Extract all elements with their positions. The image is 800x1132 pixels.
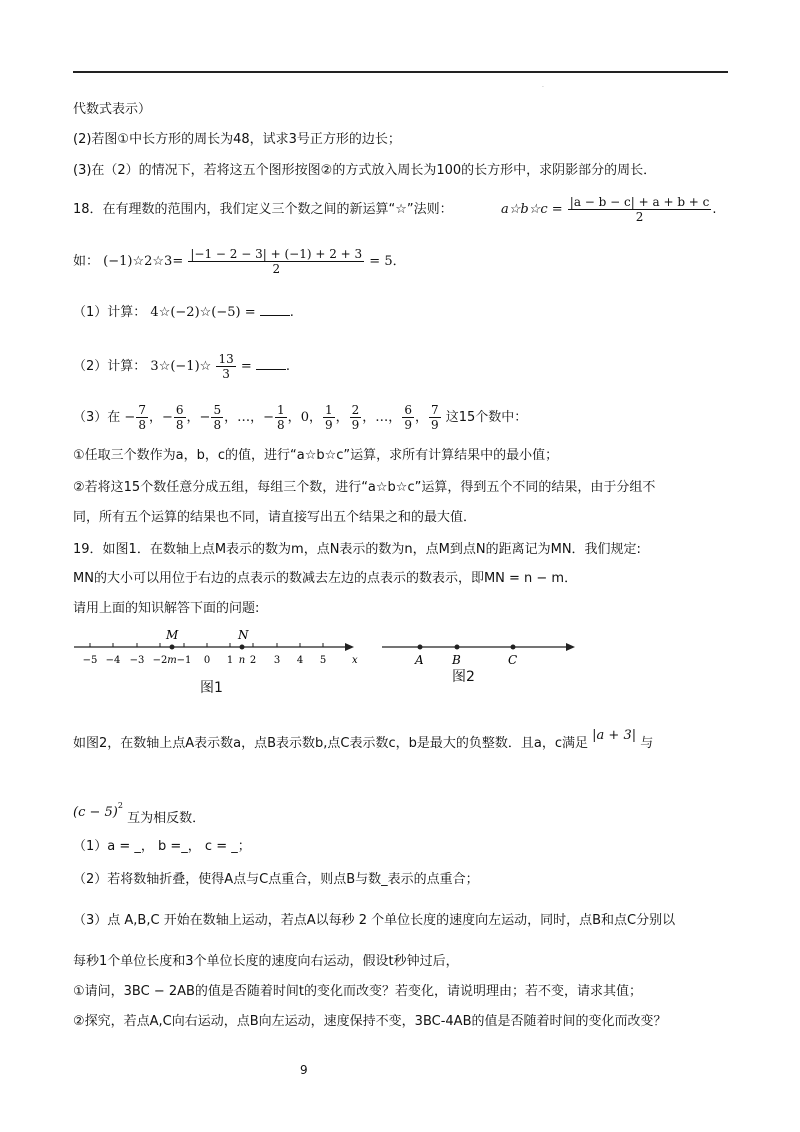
header-dot: · xyxy=(542,84,544,91)
tick-label: 1 xyxy=(226,655,234,666)
separator: ， xyxy=(148,410,162,425)
tick-label: 0 xyxy=(203,655,211,666)
q18-formula-denominator: 2 xyxy=(635,210,644,224)
fraction xyxy=(402,403,414,432)
q18-example-prefix: 如： xyxy=(73,254,100,269)
q18-part2-expr: 3☆(−1)☆ xyxy=(150,359,212,374)
numerator: 6 xyxy=(175,403,184,417)
q18-number-item xyxy=(401,403,415,432)
q18-formula-lhs: a☆b☆c = xyxy=(500,202,563,217)
q18-part3-suffix: 这15个数中： xyxy=(445,410,528,425)
q19-square-exponent: 2 xyxy=(117,801,123,810)
sign: − xyxy=(161,410,173,425)
separator: ， xyxy=(335,410,349,425)
axis-arrow xyxy=(566,643,575,651)
answer-blank xyxy=(260,303,290,316)
q18-example xyxy=(73,247,406,276)
text-line: 代数式表示） xyxy=(73,102,152,117)
answer-blank xyxy=(256,357,286,370)
q18-part1: （1）计算： 4☆(−2)☆(−5) = . xyxy=(73,305,294,320)
q19-fig2-desc xyxy=(73,728,654,753)
text-line: ②探究，若点A,C向右运动，点B向左运动，速度保持不变，3BC-4AB的值是否随着时间的变化而改变？ xyxy=(73,1014,667,1029)
tick-label: 4 xyxy=(296,655,304,666)
q19-and: 与 xyxy=(640,736,654,751)
text-line: 请用上面的知识解答下面的问题: xyxy=(73,601,260,616)
q18-part2-label: （2）计算： xyxy=(73,359,147,374)
denominator: 8 xyxy=(277,418,285,432)
text-line: （2）若将数轴折叠，使得A点与C点重合，则点B与数_表示的点重合； xyxy=(73,872,479,887)
tick-label: −5 xyxy=(82,655,98,666)
denominator: 9 xyxy=(430,418,439,432)
point-b-label: B xyxy=(452,653,461,667)
q19-fig2-text: 如图2，在数轴上点A表示数a，点B表示数b,点C表示数c，b是最大的负整数．且a，c满足 xyxy=(73,736,589,751)
tick-label: 2 xyxy=(249,655,257,666)
figure-2-caption: 图2 xyxy=(452,669,475,685)
header-rule xyxy=(73,71,728,73)
text-line: (3)在（2）的情况下，若将这五个图形按图②的方式放入周长为100的长方形中，求阴影部分的周长． xyxy=(73,163,657,178)
fraction xyxy=(136,403,148,432)
separator: ， xyxy=(414,410,428,425)
tick-label: 5 xyxy=(319,655,327,666)
fraction xyxy=(429,403,441,432)
q18-number-item: … xyxy=(375,410,389,425)
point-n-dot xyxy=(240,645,245,650)
point-c-dot xyxy=(511,645,516,650)
tick-label: −1 xyxy=(176,655,192,666)
q18-example-fraction xyxy=(188,247,364,276)
text-line: ①请问，3BC − 2AB的值是否随着时间t的变化而改变？若变化，请说明理由；若不变，请求其值； xyxy=(73,984,643,999)
q18-part2-equals: = xyxy=(240,359,252,374)
q18-example-rhs: = 5． xyxy=(369,254,406,269)
text-line: 同，所有五个运算的结果也不同，请直接写出五个结果之和的最大值． xyxy=(73,510,477,525)
q18-example-denominator: 2 xyxy=(272,262,281,276)
separator: ， xyxy=(250,410,264,425)
tick-label: −4 xyxy=(105,655,121,666)
q18-part3-prefix: （3）在 xyxy=(73,410,121,425)
q18-number-item: 0 xyxy=(300,410,309,425)
q18-number-item xyxy=(161,403,187,432)
sign: − xyxy=(263,410,275,425)
q18-formula-fraction xyxy=(568,195,712,224)
tick-label: m xyxy=(167,655,177,666)
numerator: 7 xyxy=(138,403,146,417)
q18-part1-label: （1）计算： xyxy=(73,305,147,320)
q19-square-expr: (c − 5) xyxy=(73,805,118,820)
q18-part2-fraction xyxy=(216,352,235,381)
fraction xyxy=(323,403,335,432)
q18-part2: （2）计算： 3☆(−1)☆ $\frac{13}{3}$ = . xyxy=(73,352,291,381)
text-line: ②若将这15个数任意分成五组，每组三个数，进行“a☆b☆c”运算，得到五个不同的结果，由于分组不 xyxy=(73,480,656,495)
figure-2-number-line xyxy=(380,635,580,675)
denominator: 8 xyxy=(213,418,222,432)
point-n-label: N xyxy=(238,628,249,642)
tick-label: −2 xyxy=(152,655,168,666)
q18-intro-text: 18．在有理数的范围内，我们定义三个数之间的新运算“☆”法则： xyxy=(73,202,453,217)
q19-abs-expr: |a + 3| xyxy=(592,728,637,743)
denominator: 8 xyxy=(175,418,184,432)
q18-part2-denominator: 3 xyxy=(222,367,230,381)
text-line: (2)若图①中长方形的周长为48，试求3号正方形的边长； xyxy=(73,132,401,147)
q18-intro: 18．在有理数的范围内，我们定义三个数之间的新运算“☆”法则： a☆b☆c = $\frac{|a - b - c| + a + b + c}{2}$ . xyxy=(73,195,717,224)
q18-number-item xyxy=(322,403,336,432)
figure-1-caption: 图1 xyxy=(200,680,223,696)
numerator: 2 xyxy=(351,403,360,417)
page-number: 9 xyxy=(300,1063,308,1077)
fraction xyxy=(350,403,362,432)
text-line: 19．如图1．在数轴上点M表示的数为m，点N表示的数为n，点M到点N的距离记为MN．我们规定: xyxy=(73,542,641,557)
text-line: （3）点 A,B,C 开始在数轴上运动，若点A以每秒 2 个单位长度的速度向左运动，同时，点B和点C分别以 xyxy=(73,913,676,928)
q18-part2-numerator: 13 xyxy=(218,352,234,366)
axis-arrow xyxy=(345,643,354,651)
denominator: 9 xyxy=(324,418,333,432)
point-m-label: M xyxy=(166,628,179,642)
q18-formula-numerator: |a − b − c| + a + b + c xyxy=(569,195,710,209)
q19-opposite-text: 互为相反数． xyxy=(127,811,206,826)
point-a-dot xyxy=(418,645,423,650)
numerator: 6 xyxy=(404,403,412,417)
q18-example-lhs: (−1)☆2☆3= xyxy=(103,254,184,269)
tick-label: n xyxy=(238,655,246,666)
point-m-dot xyxy=(170,645,175,650)
q18-number-item xyxy=(428,403,442,432)
separator: ， xyxy=(287,410,301,425)
fraction xyxy=(275,403,287,432)
fraction xyxy=(174,403,186,432)
point-c-label: C xyxy=(508,653,518,667)
separator: ， xyxy=(224,410,238,425)
sign: − xyxy=(199,410,211,425)
q18-example-numerator: |−1 − 2 − 3| + (−1) + 2 + 3 xyxy=(190,247,363,261)
separator: ， xyxy=(308,410,322,425)
numerator: 1 xyxy=(277,403,285,417)
numerator: 5 xyxy=(213,403,222,417)
text-line: ①任取三个数作为a，b，c的值，进行“a☆b☆c”运算，求所有计算结果中的最小值； xyxy=(73,448,559,463)
point-b-dot xyxy=(455,645,460,650)
separator: ， xyxy=(186,410,200,425)
numerator: 7 xyxy=(430,403,439,417)
q18-number-item xyxy=(124,403,149,432)
q18-part1-expr: 4☆(−2)☆(−5) = xyxy=(150,305,256,320)
q18-number-item xyxy=(199,403,225,432)
fraction xyxy=(211,403,223,432)
separator: ， xyxy=(362,410,376,425)
text-line: 每秒1个单位长度和3个单位长度的速度向右运动，假设t秒钟过后， xyxy=(73,954,459,969)
axis-x-label: x xyxy=(352,655,358,666)
q18-number-list xyxy=(124,403,441,432)
text-line: （1）a = _， b =_， c = _； xyxy=(73,839,251,854)
q18-number-item xyxy=(349,403,363,432)
q18-part3 xyxy=(73,403,527,432)
denominator: 8 xyxy=(138,418,146,432)
tick-label: 3 xyxy=(273,655,281,666)
separator: ， xyxy=(388,410,402,425)
tick-label: −3 xyxy=(129,655,145,666)
q19-square-line xyxy=(73,797,206,826)
denominator: 9 xyxy=(404,418,412,432)
q18-number-item: … xyxy=(237,410,251,425)
q18-number-item xyxy=(263,403,288,432)
sign: − xyxy=(124,410,136,425)
point-a-label: A xyxy=(415,653,424,667)
numerator: 1 xyxy=(324,403,333,417)
text-line: MN的大小可以用位于右边的点表示的数减去左边的点表示的数表示，即MN = n − m． xyxy=(73,571,578,586)
denominator: 9 xyxy=(351,418,360,432)
